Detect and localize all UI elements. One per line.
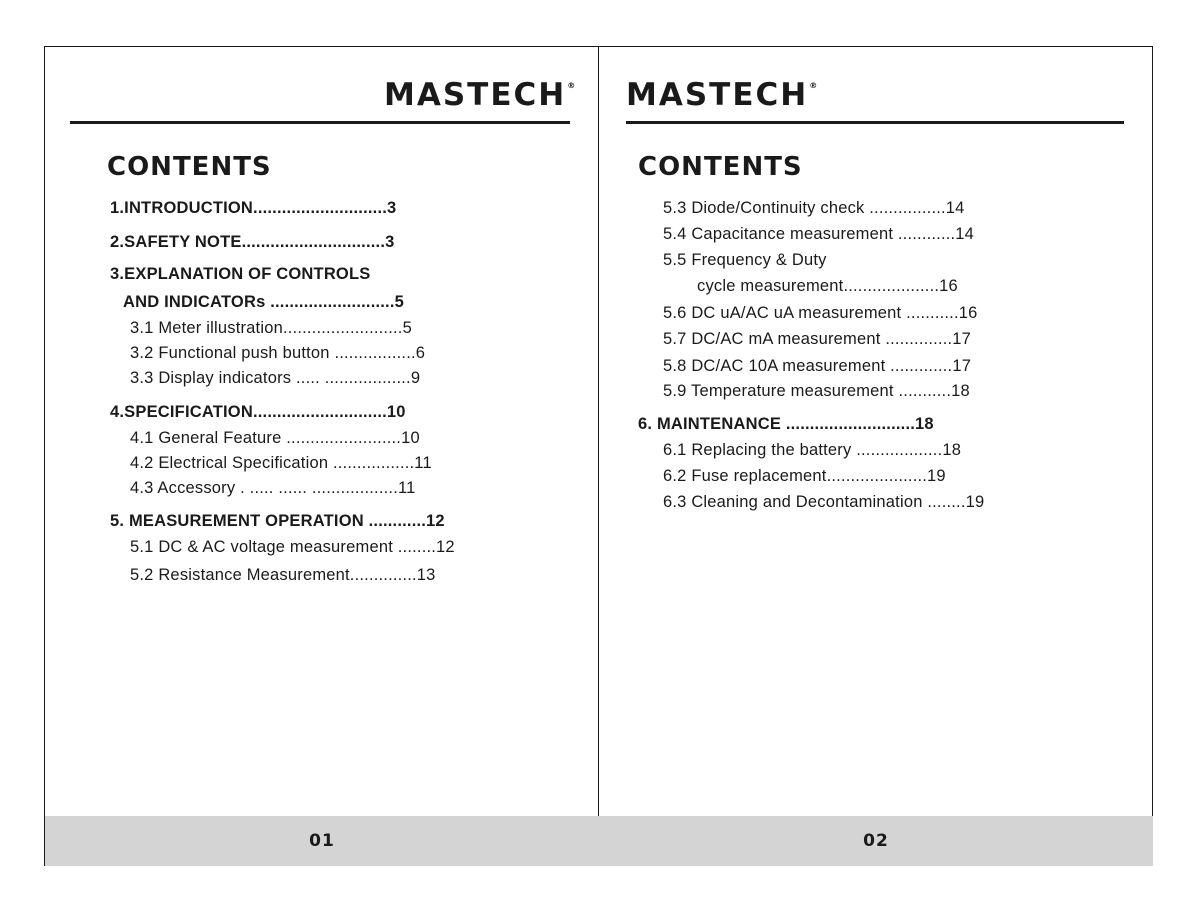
toc-entry[interactable]: 3.2 Functional push button .................6 — [130, 344, 426, 362]
toc-entry[interactable]: 4.1 General Feature ........................10 — [130, 429, 420, 447]
toc-entry[interactable]: 5.8 DC/AC 10A measurement .............17 — [663, 357, 972, 375]
brand-name: MASTECH — [626, 77, 809, 113]
contents-heading: CONTENTS — [107, 152, 272, 182]
toc-entry[interactable]: 5.4 Capacitance measurement ............14 — [663, 225, 975, 243]
toc-entry[interactable]: AND INDICATORs ..........................5 — [123, 293, 404, 311]
toc-entry[interactable]: 5.1 DC & AC voltage measurement ........12 — [130, 538, 455, 556]
toc-entry[interactable]: 5.3 Diode/Continuity check ................14 — [663, 199, 965, 217]
toc-entry[interactable]: 5.9 Temperature measurement ...........18 — [663, 382, 970, 400]
toc-entry[interactable]: 4.SPECIFICATION............................10 — [110, 403, 406, 421]
registered-mark: ® — [567, 81, 576, 90]
toc-entry[interactable]: 4.2 Electrical Specification .................11 — [130, 454, 432, 472]
toc-entry[interactable]: 6. MAINTENANCE ...........................18 — [638, 415, 934, 433]
registered-mark: ® — [809, 81, 818, 90]
page-number: 01 — [309, 831, 335, 851]
toc-entry[interactable]: 5. MEASUREMENT OPERATION ............12 — [110, 512, 445, 530]
page-footer — [45, 816, 599, 866]
left-page — [45, 46, 599, 866]
toc-entry[interactable]: 1.INTRODUCTION............................3 — [110, 199, 397, 217]
toc-entry[interactable]: 4.3 Accessory . ..... ...... ..................11 — [130, 479, 416, 497]
toc-entry[interactable]: 5.5 Frequency & Duty — [663, 251, 827, 269]
toc-list — [599, 46, 1153, 806]
page-footer — [599, 816, 1153, 866]
toc-entry[interactable]: 5.2 Resistance Measurement..............13 — [130, 566, 436, 584]
page-number: 02 — [863, 831, 889, 851]
toc-entry[interactable]: 3.3 Display indicators ..... ..................9 — [130, 369, 421, 387]
toc-entry[interactable]: 5.6 DC uA/AC uA measurement ...........16 — [663, 304, 978, 322]
toc-list — [45, 46, 599, 806]
toc-entry[interactable]: 2.SAFETY NOTE..............................3 — [110, 233, 395, 251]
toc-entry[interactable]: 6.3 Cleaning and Decontamination ........19 — [663, 493, 985, 511]
toc-entry[interactable]: cycle measurement....................16 — [697, 277, 958, 295]
toc-entry[interactable]: 6.1 Replacing the battery ..................18 — [663, 441, 962, 459]
right-page — [599, 46, 1153, 866]
toc-entry[interactable]: 3.1 Meter illustration.........................5 — [130, 319, 412, 337]
contents-heading: CONTENTS — [638, 152, 803, 182]
toc-entry[interactable]: 6.2 Fuse replacement.....................19 — [663, 467, 946, 485]
toc-entry[interactable]: 3.EXPLANATION OF CONTROLS — [110, 265, 371, 283]
toc-entry[interactable]: 5.7 DC/AC mA measurement ..............17 — [663, 330, 972, 348]
brand-name: MASTECH — [384, 77, 567, 113]
